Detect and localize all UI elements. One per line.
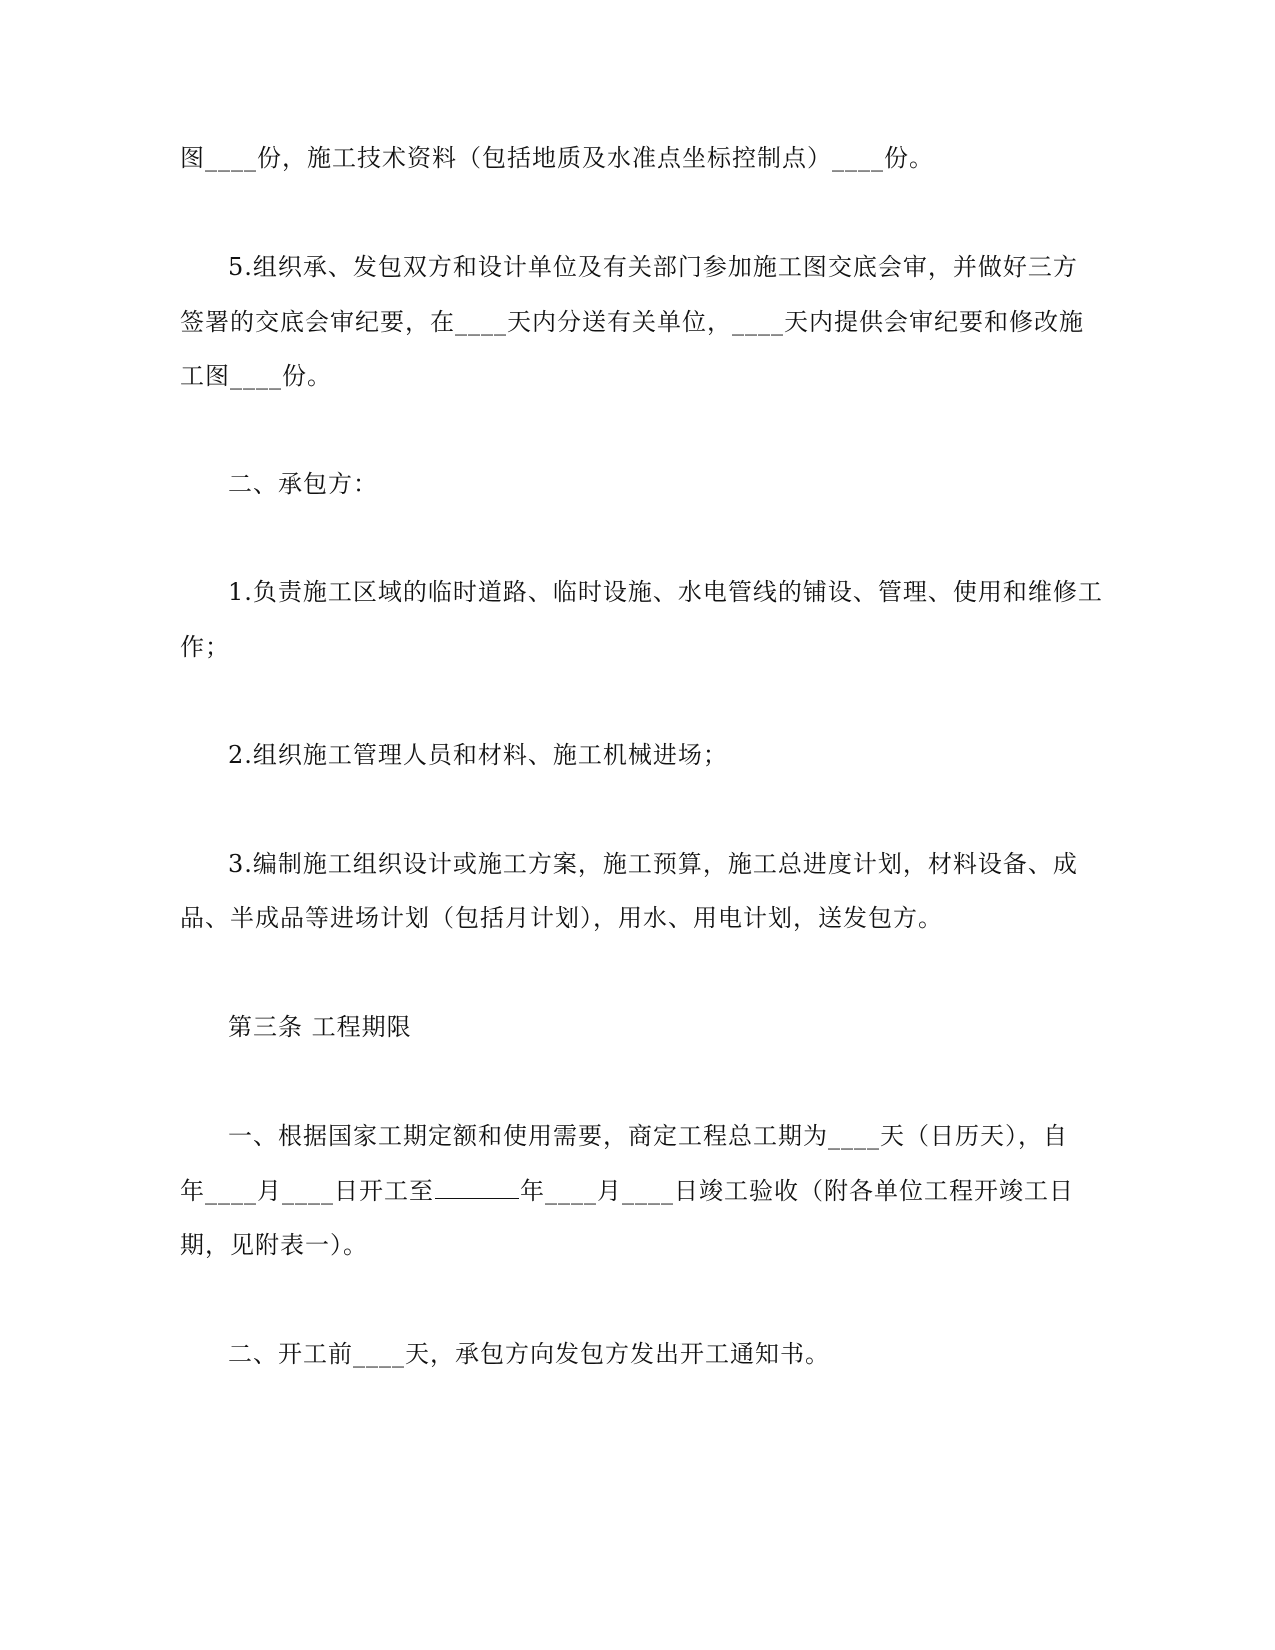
- text-line: 签署的交底会审纪要，在____天内分送有关单位，____天内提供会审纪要和修改施: [180, 308, 1084, 336]
- text-line: 1.负责施工区域的临时道路、临时设施、水电管线的铺设、管理、使用和维修工: [228, 578, 1103, 606]
- text-line: 作；: [180, 633, 230, 661]
- text-line-with-blank: [180, 1174, 1074, 1207]
- text-line: 2.组织施工管理人员和材料、施工机械进场；: [228, 741, 728, 769]
- text-line: 一、根据国家工期定额和使用需要，商定工程总工期为____天（日历天），自: [228, 1122, 1068, 1150]
- text-line: 期，见附表一）。: [180, 1231, 368, 1259]
- text-line: 品、半成品等进场计划（包括月计划），用水、用电计划，送发包方。: [180, 904, 943, 932]
- article-heading: 第三条 工程期限: [228, 1013, 412, 1041]
- text-line: 图____份，施工技术资料（包括地质及水准点坐标控制点）____份。: [180, 144, 934, 172]
- text-segment: 年____月____日开工至: [180, 1177, 434, 1205]
- text-line: 二、开工前____天，承包方向发包方发出开工通知书。: [228, 1340, 830, 1368]
- text-line: 工图____份。: [180, 362, 332, 390]
- text-line: 5.组织承、发包双方和设计单位及有关部门参加施工图交底会审，并做好三方: [228, 253, 1078, 281]
- text-segment: 年____月____日竣工验收（附各单位工程开竣工日: [520, 1177, 1074, 1205]
- blank-underline: [435, 1174, 519, 1199]
- section-heading: 二、承包方：: [228, 470, 378, 498]
- text-line: 3.编制施工组织设计或施工方案，施工预算，施工总进度计划，材料设备、成: [228, 850, 1078, 878]
